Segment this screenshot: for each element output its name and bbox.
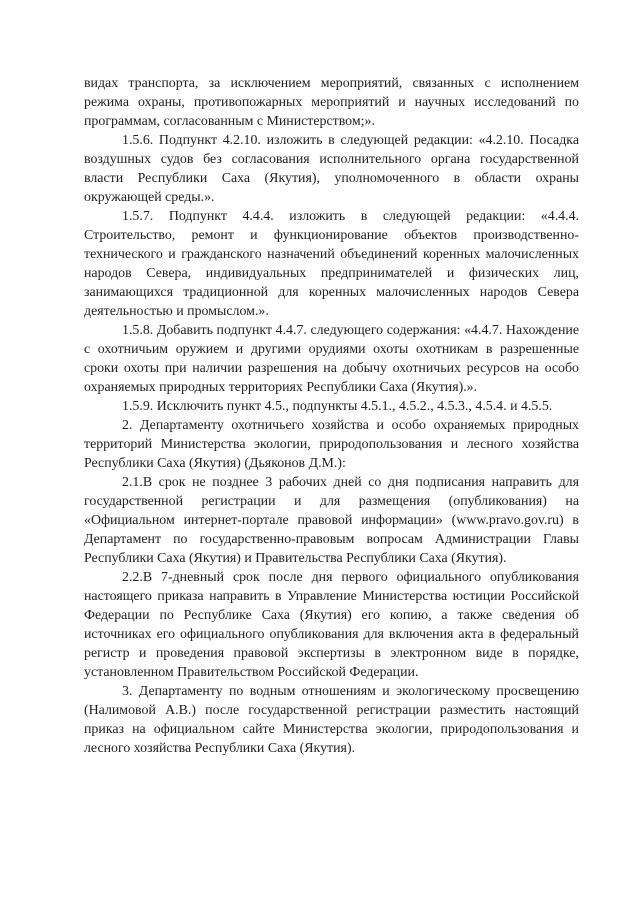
paragraph-1-5-7: 1.5.7. Подпункт 4.4.4. изложить в следующей редакции: «4.4.4. Строительство, ремонт и функционирование объектов производственно-технического и гражданского назначений объединений коренных малочисленных народов Севера, индивидуальных предпринимателей и физических лиц, занимающихся традиционной для коренных малочисленных народов Севера деятельностью и промыслом.».: [84, 209, 579, 319]
paragraph-continuation: видах транспорта, за исключением мероприятий, связанных с исполнением режима охраны, противопожарных мероприятий и научных исследований по программам, согласованным с Министерством;».: [84, 76, 579, 129]
paragraph-1-5-6: 1.5.6. Подпункт 4.2.10. изложить в следующей редакции: «4.2.10. Посадка воздушных судов без согласования исполнительного органа государственной власти Республики Саха (Якутия), уполномоченного в области охраны окружающей среды.».: [84, 133, 579, 205]
paragraph-3: 3. Департаменту по водным отношениям и экологическому просвещению (Налимовой А.В.) после государственной регистрации разместить настоящий приказ на официальном сайте Министерства экологии, природопользования и лесного хозяйства Республики Саха (Якутия).: [84, 684, 579, 756]
paragraph-2-2: 2.2.В 7-дневный срок после дня первого официального опубликования настоящего приказа направить в Управление Министерства юстиции Российской Федерации по Республике Саха (Якутия) его копию, а также сведения об источниках его официального опубликования для включения акта в федеральный регистр и проведения правовой экспертизы в электронном виде в порядке, установленном Правительством Российской Федерации.: [84, 570, 579, 680]
paragraph-1-5-9: 1.5.9. Исключить пункт 4.5., подпункты 4.5.1., 4.5.2., 4.5.3., 4.5.4. и 4.5.5.: [122, 399, 553, 414]
paragraph-2-1: 2.1.В срок не позднее 3 рабочих дней со дня подписания направить для государственной регистрации и для размещения (опубликования) на «Официальном интернет-портале правовой информации» (www.pravo.gov.ru) в Департамент по государственно-правовым вопросам Администрации Главы Республики Саха (Якутия) и Правительства Республики Саха (Якутия).: [84, 475, 579, 566]
paragraph-1-5-8: 1.5.8. Добавить подпункт 4.4.7. следующего содержания: «4.4.7. Нахождение с охотничьим оружием и другими орудиями охоты охотникам в разрешенные сроки охоты при наличии разрешения на добычу охотничьих ресурсов на особо охраняемых природных территориях Республики Саха (Якутия).».: [84, 323, 579, 395]
paragraph-2: 2. Департаменту охотничьего хозяйства и особо охраняемых природных территорий Министерства экологии, природопользования и лесного хозяйства Республики Саха (Якутия) (Дьяконов Д.М.):: [84, 418, 579, 471]
document-body: [84, 74, 579, 758]
